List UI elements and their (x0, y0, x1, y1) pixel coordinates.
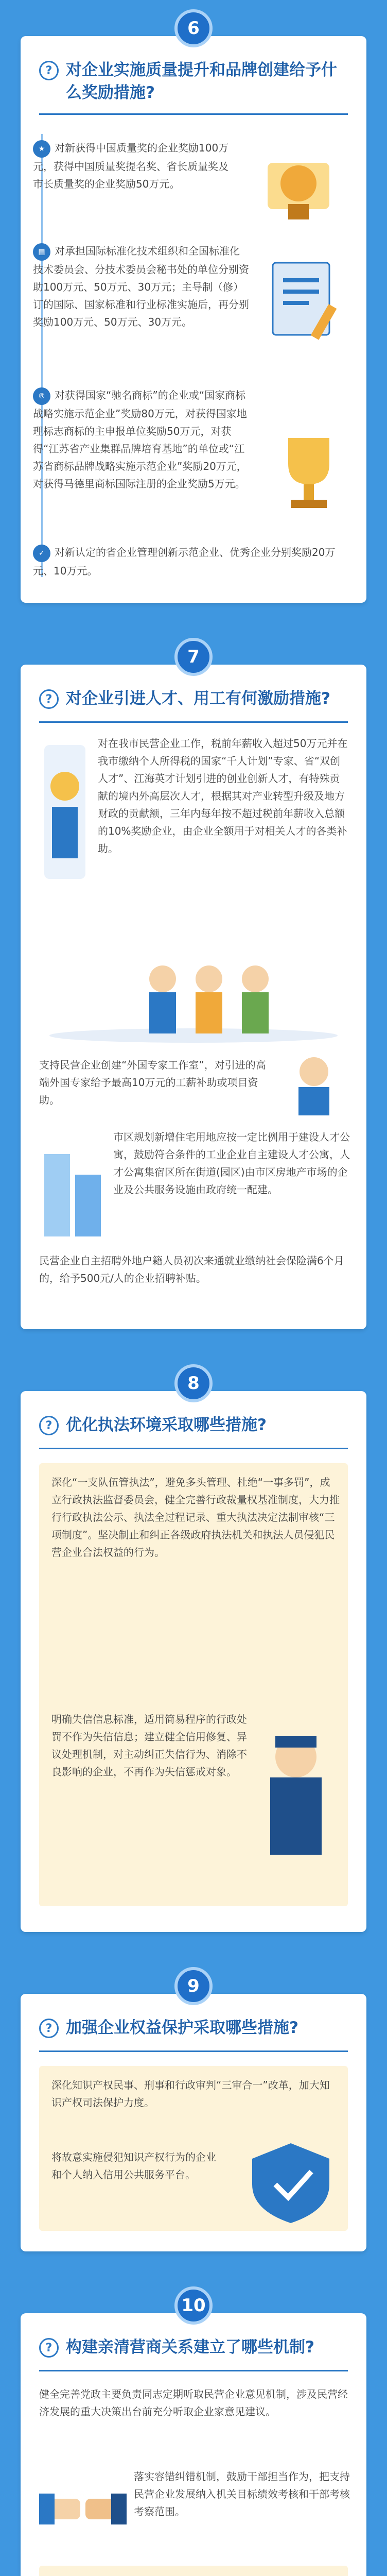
divider (39, 1448, 348, 1449)
section-question-text: 构建亲清营商关系建立了哪些机制? (66, 2338, 314, 2357)
section-question (39, 59, 348, 104)
cup-illustration (268, 428, 350, 515)
list-item: ▤ 对承担国际标准化技术组织和全国标准化技术委员会、分技术委员会秘书处的单位分别资助100万元、50万元、30万元；主导制（修）订的国际、国家标准和行业标准实施后，再分别奖励100万元、50万元、30万元。 (33, 242, 249, 331)
section-question (39, 2016, 348, 2039)
handshake-illustration (39, 2468, 127, 2545)
list-item: 深化知识产权民事、刑事和行政审判“三审合一”改革，加大知识产权司法保护力度。 (51, 2079, 330, 2109)
section-number-badge: 8 (174, 1364, 213, 1402)
question-mark-icon: ? (39, 1416, 59, 1435)
buildings-illustration (39, 1128, 106, 1242)
list-item: 明确失信信息标准，适用简易程序的行政处罚不作为失信信息；建立健全信用修复、异议处理机制，对主动纠正失信行为、消除不良影响的企业，不再作为失信惩戒对象。 (51, 1713, 247, 1778)
list-item: 支持民营企业创建“外国专家工作室”，对引进的高端外国专家给予最高10万元的工薪补助或项目资助。 (39, 1059, 266, 1106)
person-illustration (278, 1051, 350, 1118)
section-card-9 (21, 1976, 366, 2251)
divider (39, 721, 348, 723)
list-item: ★ 对新获得中国质量奖的企业奖励100万元，获得中国质量奖提名奖、省长质量奖及市长质量奖的企业奖励50万元。 (33, 139, 234, 193)
divider (39, 2370, 348, 2371)
section-card-6 (21, 18, 366, 603)
section-number-badge: 6 (174, 9, 213, 47)
trophy-illustration (247, 137, 350, 225)
medal-icon: ★ (33, 140, 50, 158)
trademark-icon: ® (33, 387, 50, 405)
document-illustration (262, 258, 350, 345)
question-mark-icon: ? (39, 2338, 59, 2358)
list-item: 将故意实施侵犯知识产权行为的企业和个人纳入信用公共服务平台。 (51, 2151, 216, 2181)
section-number-badge: 10 (174, 2286, 213, 2325)
section-question-text: 对企业实施质量提升和品牌创建给予什么奖励措施? (66, 61, 337, 102)
list-item: 市区规划新增住宅用地应按一定比例用于建设人才公寓，鼓励符合条件的工业企业自主建设人才公寓，人才公寓集宿区所在街道(园区)由市区房地产市场的企业及公共服务设施由政府统一配建。 (113, 1131, 350, 1196)
question-mark-icon: ? (39, 2019, 59, 2038)
experts-illustration (39, 943, 348, 1046)
document-icon: ▤ (33, 243, 50, 261)
section-number-badge: 7 (174, 638, 213, 676)
section-question-text: 对企业引进人才、用工有何激励措施? (66, 689, 330, 708)
divider (39, 113, 348, 115)
section-question (39, 1414, 348, 1436)
award-icon: ✓ (33, 545, 50, 562)
section-question-text: 优化执法环境采取哪些措施? (66, 1416, 267, 1434)
shield-illustration (242, 2138, 340, 2226)
list-item: ✓ 对新认定的省企业管理创新示范企业、优秀企业分别奖励20万元、10万元。 (33, 544, 352, 580)
police-illustration (247, 1721, 345, 1875)
list-item: 健全完善党政主要负责同志定期听取民营企业意见机制，涉及民营经济发展的重大决策出台前充分听取企业家意见建议。 (39, 2388, 348, 2418)
list-item: 对在我市民营企业工作，税前年薪收入超过50万元并在我市缴纳个人所得税的国家“千人计划”专家、省“双创人才”、江海英才计划引进的创业创新人才，有特殊贡献的境内外高层次人才，根据其对产业转型升级及地方财政的贡献额，三年内每年按不超过税前年薪收入总额的10%奖励企业，由企业全额用于对相关人才的各类补助。 (98, 737, 348, 855)
list-item: 民营企业自主招聘外地户籍人员初次来通就业缴纳社会保险满6个月的，给予500元/人的企业招聘补贴。 (39, 1255, 344, 1284)
section-question (39, 2336, 348, 2359)
content-box (39, 2566, 348, 2576)
section-card-8 (21, 1373, 366, 1932)
section-question-text: 加强企业权益保护采取哪些措施? (66, 2019, 298, 2037)
list-item: 深化“一支队伍管执法”，避免多头管理、杜绝“一事多罚”，成立行政执法监督委员会，健全完善行政裁量权基准制度，大力推行行政执法公示、执法全过程记录、重大执法决定法制审核“三项制度”。坚决制止和纠正各级政府执法机关和执法人员侵犯民营企业合法权益的行为。 (51, 1476, 340, 1558)
question-mark-icon: ? (39, 61, 59, 80)
section-card-10 (21, 2295, 366, 2576)
section-question (39, 687, 348, 710)
timeline-line (41, 134, 43, 577)
section-card-7 (21, 647, 366, 1329)
section-number-badge: 9 (174, 1967, 213, 2005)
question-mark-icon: ? (39, 689, 59, 709)
list-item: 落实容错纠错机制，鼓励干部担当作为，把支持民营企业发展纳入机关目标绩效考核和干部考核考察范围。 (134, 2470, 350, 2518)
list-item: ® 对获得国家“驰名商标”的企业或“国家商标战略实施示范企业”奖励80万元，对获得国家地理标志商标的主申报单位奖励50万元，对获得“江苏省产业集群品牌培育基地”的单位或“江苏省商标品牌战略实施示范企业”奖励20万元，对获得马德里商标国际注册的企业奖励5万元。 (33, 386, 249, 493)
divider (39, 2050, 348, 2052)
handshake-illustration (39, 735, 91, 889)
